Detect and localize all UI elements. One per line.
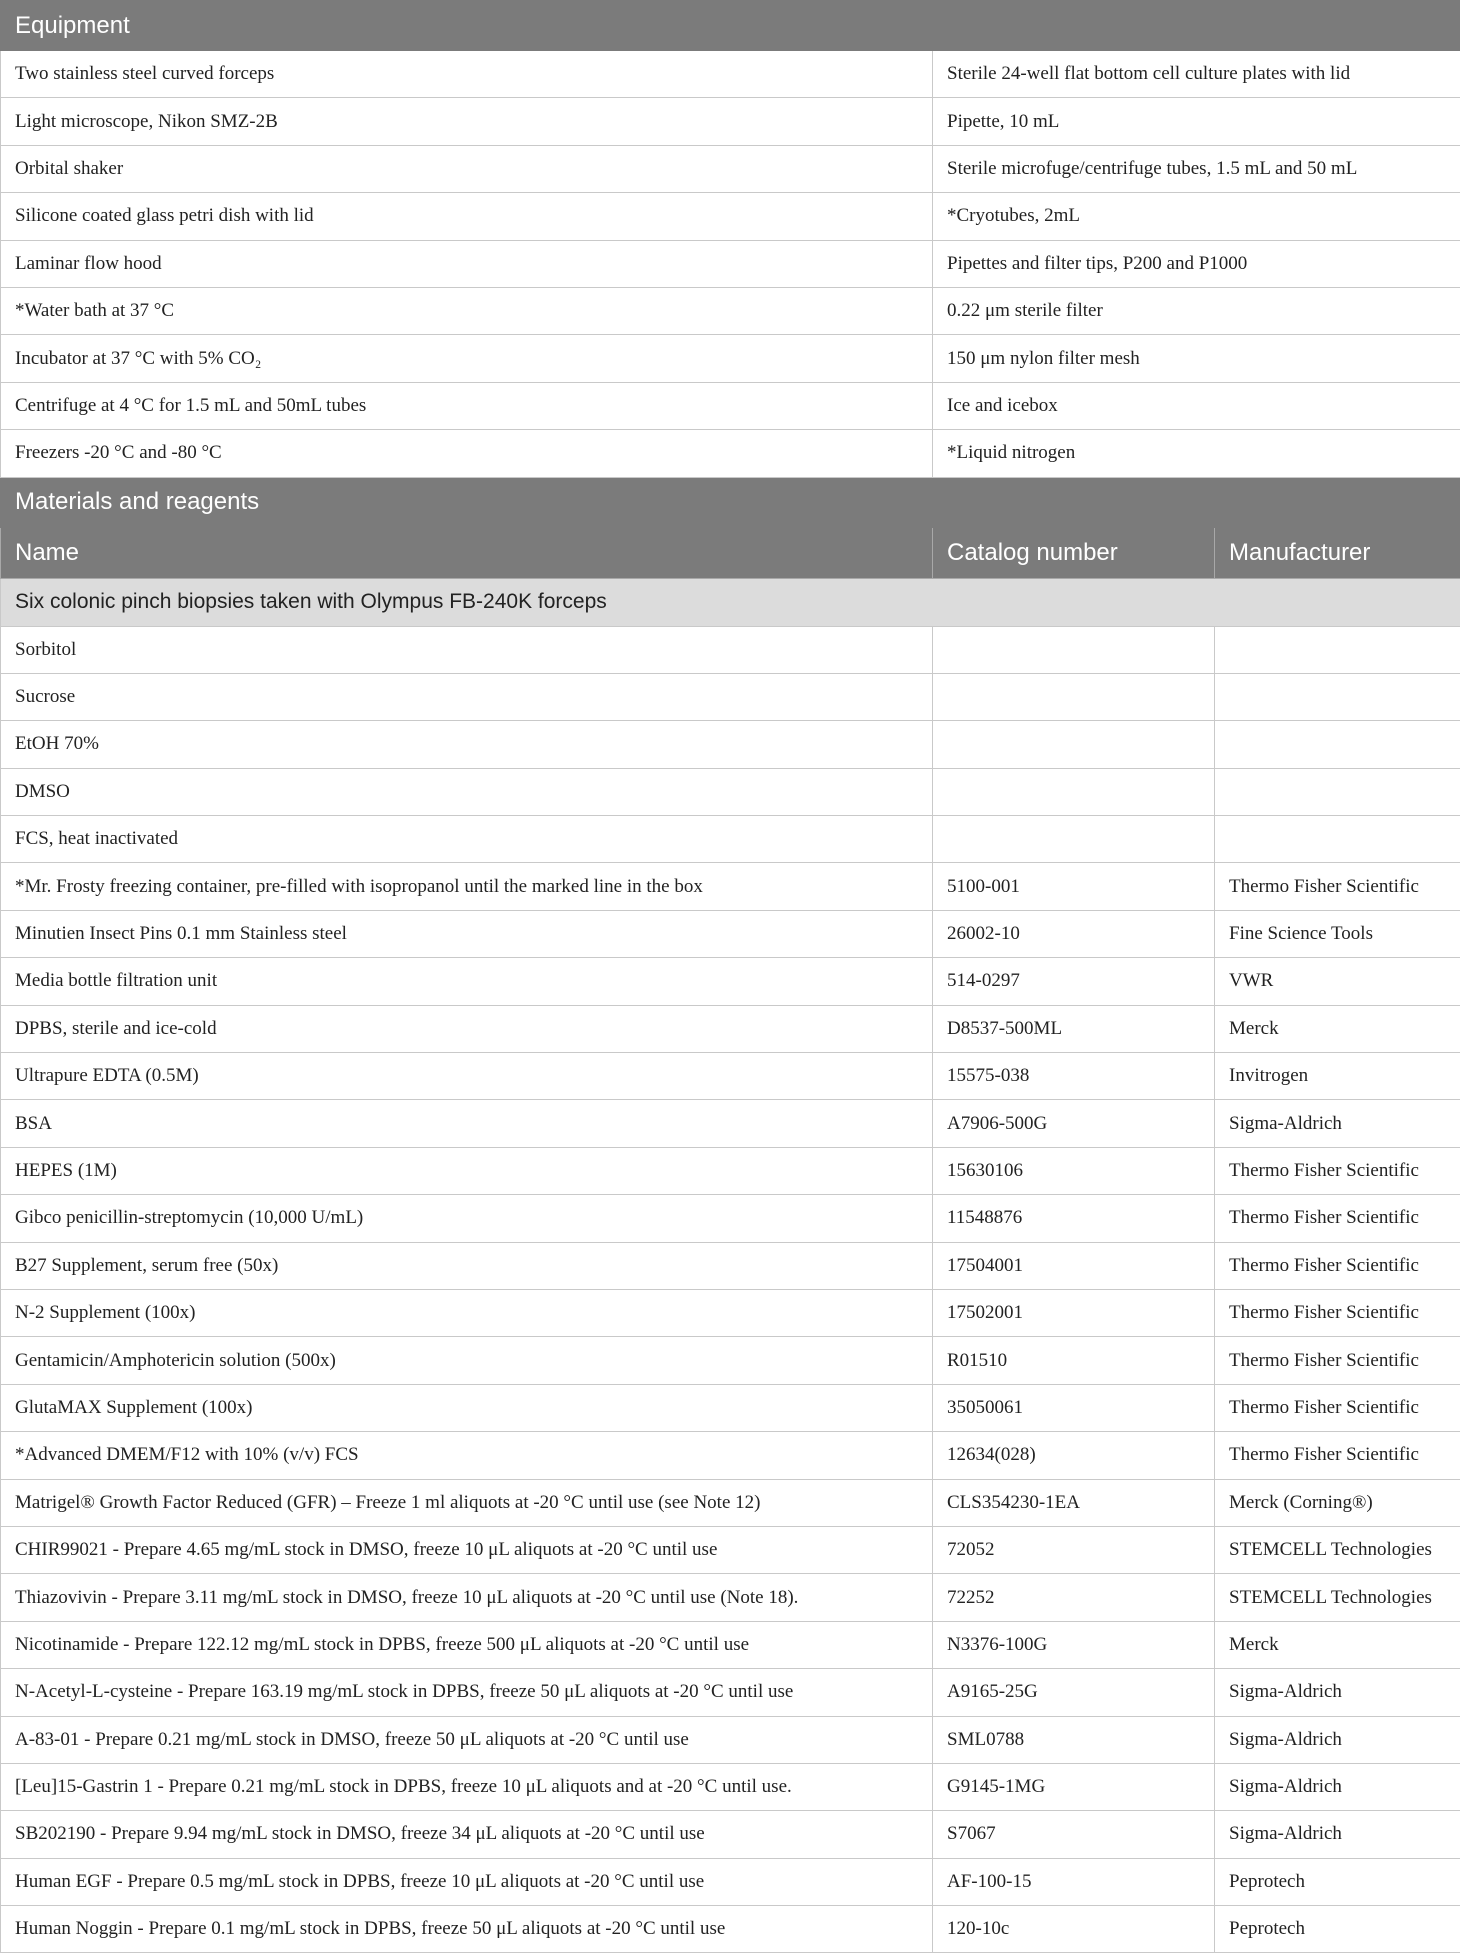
- equipment-item-right: *Cryotubes, 2mL: [933, 193, 1460, 240]
- table-row: [1, 145, 1460, 192]
- table-row: [1, 335, 1460, 382]
- table-row: [1, 1100, 1460, 1147]
- equipment-item-left: Centrifuge at 4 °C for 1.5 mL and 50mL tubes: [1, 382, 933, 429]
- cell-manufacturer: [1215, 816, 1460, 863]
- section-header-materials: [1, 477, 1460, 527]
- table-row: [1, 1479, 1460, 1526]
- cell-catalog-number: 17502001: [933, 1289, 1215, 1336]
- cell-manufacturer: STEMCELL Technologies: [1215, 1574, 1460, 1621]
- cell-catalog-number: 26002-10: [933, 910, 1215, 957]
- cell-manufacturer: Thermo Fisher Scientific: [1215, 1384, 1460, 1431]
- equipment-item-left: *Water bath at 37 °C: [1, 287, 933, 334]
- cell-catalog-number: AF-100-15: [933, 1858, 1215, 1905]
- cell-name: DMSO: [1, 768, 933, 815]
- cell-name: SB202190 - Prepare 9.94 mg/mL stock in DMSO, freeze 34 μL aliquots at -20 °C until use: [1, 1811, 933, 1858]
- cell-catalog-number: [933, 626, 1215, 673]
- section-title: Equipment: [1, 1, 1460, 51]
- table-row: [1, 1906, 1460, 1953]
- cell-catalog-number: 120-10c: [933, 1906, 1215, 1953]
- table-row: [1, 1669, 1460, 1716]
- table-row: [1, 1574, 1460, 1621]
- cell-catalog-number: 5100-001: [933, 863, 1215, 910]
- cell-manufacturer: Sigma-Aldrich: [1215, 1100, 1460, 1147]
- equipment-item-left: Silicone coated glass petri dish with lid: [1, 193, 933, 240]
- table-row: [1, 1763, 1460, 1810]
- cell-manufacturer: VWR: [1215, 958, 1460, 1005]
- subheader-row: [1, 578, 1460, 626]
- table-row: [1, 51, 1460, 98]
- cell-catalog-number: [933, 768, 1215, 815]
- cell-name: Media bottle filtration unit: [1, 958, 933, 1005]
- table-row: [1, 98, 1460, 145]
- cell-name: Ultrapure EDTA (0.5M): [1, 1053, 933, 1100]
- cell-manufacturer: [1215, 626, 1460, 673]
- equipment-item-right: Sterile microfuge/centrifuge tubes, 1.5 mL and 50 mL: [933, 145, 1460, 192]
- equipment-item-left: Laminar flow hood: [1, 240, 933, 287]
- table-row: [1, 863, 1460, 910]
- table-row: [1, 1005, 1460, 1052]
- cell-catalog-number: A9165-25G: [933, 1669, 1215, 1716]
- equipment-item-right: 150 μm nylon filter mesh: [933, 335, 1460, 382]
- cell-name: Human Noggin - Prepare 0.1 mg/mL stock in DPBS, freeze 50 μL aliquots at -20 °C until use: [1, 1906, 933, 1953]
- cell-name: N-2 Supplement (100x): [1, 1289, 933, 1336]
- table-row: [1, 1147, 1460, 1194]
- cell-name: BSA: [1, 1100, 933, 1147]
- column-header-name: Name: [1, 527, 933, 578]
- cell-manufacturer: Sigma-Aldrich: [1215, 1763, 1460, 1810]
- cell-name: *Mr. Frosty freezing container, pre-filled with isopropanol until the marked line in the box: [1, 863, 933, 910]
- cell-name: Nicotinamide - Prepare 122.12 mg/mL stock in DPBS, freeze 500 μL aliquots at -20 °C until use: [1, 1621, 933, 1668]
- table-row: [1, 1053, 1460, 1100]
- cell-catalog-number: A7906-500G: [933, 1100, 1215, 1147]
- cell-name: Gibco penicillin-streptomycin (10,000 U/mL): [1, 1195, 933, 1242]
- cell-catalog-number: 17504001: [933, 1242, 1215, 1289]
- cell-catalog-number: 35050061: [933, 1384, 1215, 1431]
- table-row: [1, 958, 1460, 1005]
- cell-manufacturer: [1215, 768, 1460, 815]
- cell-name: B27 Supplement, serum free (50x): [1, 1242, 933, 1289]
- cell-manufacturer: Thermo Fisher Scientific: [1215, 1195, 1460, 1242]
- cell-manufacturer: Peprotech: [1215, 1858, 1460, 1905]
- cell-name: Minutien Insect Pins 0.1 mm Stainless steel: [1, 910, 933, 957]
- cell-name: [Leu]15-Gastrin 1 - Prepare 0.21 mg/mL stock in DPBS, freeze 10 μL aliquots and at -20 °C until use.: [1, 1763, 933, 1810]
- equipment-item-right: Pipette, 10 mL: [933, 98, 1460, 145]
- cell-name: Gentamicin/Amphotericin solution (500x): [1, 1337, 933, 1384]
- table-row: [1, 626, 1460, 673]
- equipment-item-right: Sterile 24-well flat bottom cell culture plates with lid: [933, 51, 1460, 98]
- cell-name: FCS, heat inactivated: [1, 816, 933, 863]
- table-row: [1, 910, 1460, 957]
- equipment-item-right: *Liquid nitrogen: [933, 430, 1460, 477]
- cell-name: N-Acetyl-L-cysteine - Prepare 163.19 mg/mL stock in DPBS, freeze 50 μL aliquots at -20 °C until use: [1, 1669, 933, 1716]
- cell-catalog-number: 15630106: [933, 1147, 1215, 1194]
- equipment-item-left: Light microscope, Nikon SMZ-2B: [1, 98, 933, 145]
- table-row: [1, 1242, 1460, 1289]
- cell-manufacturer: Invitrogen: [1215, 1053, 1460, 1100]
- cell-manufacturer: Merck: [1215, 1005, 1460, 1052]
- table-row: [1, 1621, 1460, 1668]
- cell-catalog-number: [933, 721, 1215, 768]
- cell-name: GlutaMAX Supplement (100x): [1, 1384, 933, 1431]
- table-row: [1, 193, 1460, 240]
- section-title: Materials and reagents: [1, 477, 1460, 527]
- cell-catalog-number: G9145-1MG: [933, 1763, 1215, 1810]
- equipment-item-right: Pipettes and filter tips, P200 and P1000: [933, 240, 1460, 287]
- equipment-item-left: Two stainless steel curved forceps: [1, 51, 933, 98]
- cell-catalog-number: [933, 673, 1215, 720]
- cell-catalog-number: CLS354230-1EA: [933, 1479, 1215, 1526]
- cell-name: Matrigel® Growth Factor Reduced (GFR) – Freeze 1 ml aliquots at -20 °C until use (see Note 12): [1, 1479, 933, 1526]
- cell-manufacturer: Merck (Corning®): [1215, 1479, 1460, 1526]
- cell-catalog-number: SML0788: [933, 1716, 1215, 1763]
- table-row: [1, 816, 1460, 863]
- table-row: [1, 1384, 1460, 1431]
- cell-catalog-number: 15575-038: [933, 1053, 1215, 1100]
- cell-manufacturer: STEMCELL Technologies: [1215, 1526, 1460, 1573]
- table-row: [1, 1811, 1460, 1858]
- table-row: [1, 430, 1460, 477]
- column-header-manufacturer: Manufacturer: [1215, 527, 1460, 578]
- cell-catalog-number: 11548876: [933, 1195, 1215, 1242]
- table-row: [1, 768, 1460, 815]
- column-header-catalog-number: Catalog number: [933, 527, 1215, 578]
- equipment-item-left: Incubator at 37 °C with 5% CO₂: [1, 335, 933, 382]
- equipment-item-left: Freezers -20 °C and -80 °C: [1, 430, 933, 477]
- subheader-text: Six colonic pinch biopsies taken with Olympus FB-240K forceps: [1, 578, 1460, 626]
- table-row: [1, 1337, 1460, 1384]
- cell-name: CHIR99021 - Prepare 4.65 mg/mL stock in DMSO, freeze 10 μL aliquots at -20 °C until use: [1, 1526, 933, 1573]
- cell-manufacturer: [1215, 673, 1460, 720]
- table-row: [1, 1526, 1460, 1573]
- table-row: [1, 1432, 1460, 1479]
- cell-manufacturer: Thermo Fisher Scientific: [1215, 1337, 1460, 1384]
- cell-catalog-number: D8537-500ML: [933, 1005, 1215, 1052]
- cell-catalog-number: 12634(028): [933, 1432, 1215, 1479]
- table-row: [1, 673, 1460, 720]
- cell-manufacturer: Sigma-Aldrich: [1215, 1811, 1460, 1858]
- cell-catalog-number: 514-0297: [933, 958, 1215, 1005]
- cell-manufacturer: Fine Science Tools: [1215, 910, 1460, 957]
- equipment-item-right: Ice and icebox: [933, 382, 1460, 429]
- cell-name: Thiazovivin - Prepare 3.11 mg/mL stock in DMSO, freeze 10 μL aliquots at -20 °C until use (Note 18).: [1, 1574, 933, 1621]
- table-row: [1, 240, 1460, 287]
- cell-name: Human EGF - Prepare 0.5 mg/mL stock in DPBS, freeze 10 μL aliquots at -20 °C until use: [1, 1858, 933, 1905]
- cell-manufacturer: Thermo Fisher Scientific: [1215, 1242, 1460, 1289]
- cell-manufacturer: Thermo Fisher Scientific: [1215, 1289, 1460, 1336]
- cell-manufacturer: Peprotech: [1215, 1906, 1460, 1953]
- cell-name: Sorbitol: [1, 626, 933, 673]
- cell-manufacturer: Thermo Fisher Scientific: [1215, 1147, 1460, 1194]
- cell-catalog-number: 72052: [933, 1526, 1215, 1573]
- table-row: [1, 721, 1460, 768]
- cell-catalog-number: [933, 816, 1215, 863]
- cell-name: A-83-01 - Prepare 0.21 mg/mL stock in DMSO, freeze 50 μL aliquots at -20 °C until use: [1, 1716, 933, 1763]
- cell-name: EtOH 70%: [1, 721, 933, 768]
- equipment-item-right: 0.22 μm sterile filter: [933, 287, 1460, 334]
- table-row: [1, 1195, 1460, 1242]
- cell-name: HEPES (1M): [1, 1147, 933, 1194]
- cell-manufacturer: [1215, 721, 1460, 768]
- equipment-item-left: Orbital shaker: [1, 145, 933, 192]
- table-row: [1, 1858, 1460, 1905]
- cell-name: *Advanced DMEM/F12 with 10% (v/v) FCS: [1, 1432, 933, 1479]
- cell-manufacturer: Thermo Fisher Scientific: [1215, 863, 1460, 910]
- table-row: [1, 287, 1460, 334]
- cell-name: DPBS, sterile and ice-cold: [1, 1005, 933, 1052]
- cell-catalog-number: 72252: [933, 1574, 1215, 1621]
- cell-catalog-number: S7067: [933, 1811, 1215, 1858]
- cell-manufacturer: Sigma-Aldrich: [1215, 1716, 1460, 1763]
- table-row: [1, 1289, 1460, 1336]
- cell-catalog-number: R01510: [933, 1337, 1215, 1384]
- cell-name: Sucrose: [1, 673, 933, 720]
- cell-manufacturer: Merck: [1215, 1621, 1460, 1668]
- table-row: [1, 1716, 1460, 1763]
- cell-manufacturer: Sigma-Aldrich: [1215, 1669, 1460, 1716]
- table-row: [1, 382, 1460, 429]
- cell-manufacturer: Thermo Fisher Scientific: [1215, 1432, 1460, 1479]
- column-header-row: [1, 527, 1460, 578]
- cell-catalog-number: N3376-100G: [933, 1621, 1215, 1668]
- section-header-equipment: [1, 1, 1460, 51]
